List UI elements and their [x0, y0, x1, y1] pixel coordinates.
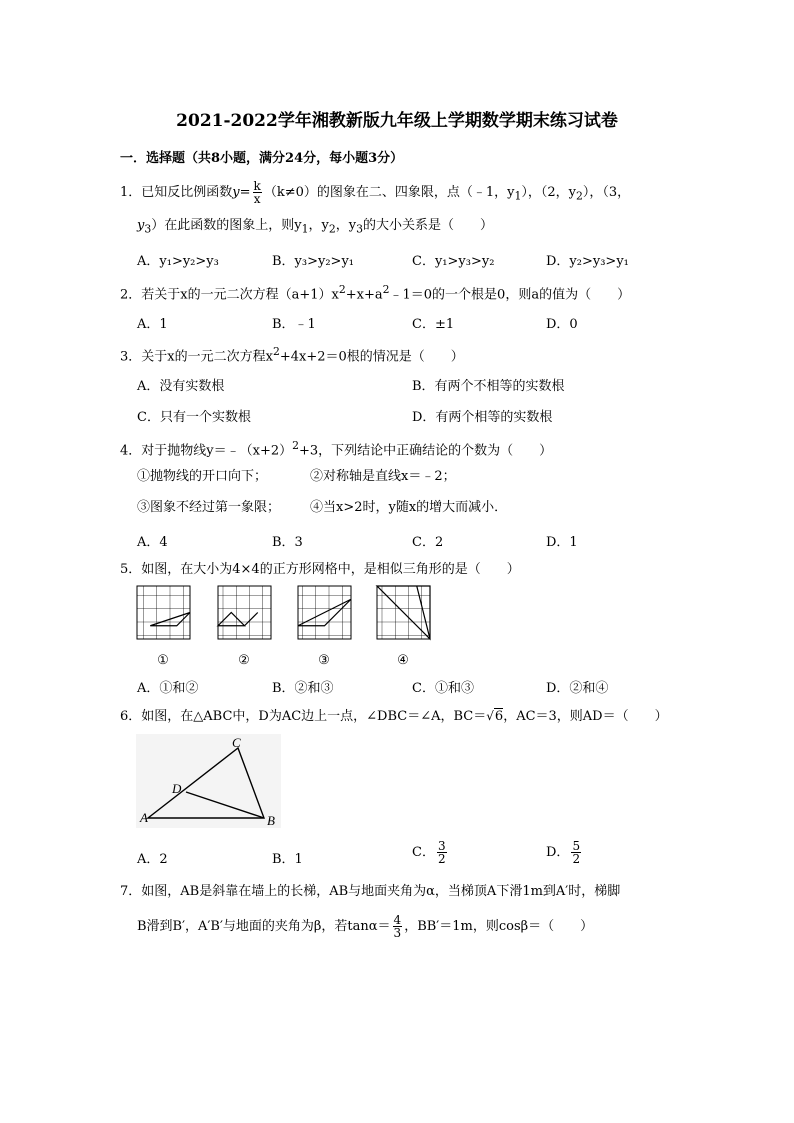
frac-num: 5 — [572, 839, 581, 853]
q1-sub: 3 — [356, 222, 363, 236]
q3-option-a[interactable]: A．没有实数根 — [137, 379, 225, 394]
q1-option-a[interactable]: A．y₁>y₂>y₃ — [137, 254, 219, 269]
q4-statement-1: ①抛物线的开口向下； — [137, 469, 268, 484]
q6-sqrt-value: 6 — [494, 709, 504, 724]
grid-figure-3 — [298, 586, 351, 639]
q4-text: +3，下列结论中正确结论的个数为（ ） — [299, 443, 553, 459]
q1-sub: 2 — [576, 189, 583, 203]
vertex-a-label: A — [140, 810, 148, 825]
q6-option-b[interactable]: B．1 — [272, 852, 303, 867]
grid-figure-2 — [218, 586, 271, 639]
grid-label-2: ② — [238, 652, 250, 667]
q2-text: +x+a — [345, 287, 383, 303]
q7-text: ，BB′＝1m，则cosβ＝（ ） — [404, 919, 594, 934]
q6-option-d-fraction — [571, 840, 581, 865]
q1-sub: 1 — [301, 222, 309, 236]
question-6: 6．如图，在△ABC中，D为AC边上一点，∠DBC＝∠A，BC＝√6，AC＝3，则AD＝（ ） — [120, 709, 668, 724]
q1-text: y — [137, 218, 145, 233]
q1-option-b[interactable]: B．y₃>y₂>y₁ — [272, 254, 355, 269]
q5-option-c[interactable]: C．①和③ — [412, 681, 474, 696]
q2-sup: 2 — [382, 283, 390, 296]
q4-option-d[interactable]: D．1 — [546, 535, 578, 550]
q7-text: B滑到B′，A′B′与地面的夹角为β，若tanα＝ — [137, 919, 391, 934]
frac-den: 2 — [437, 852, 446, 866]
question-3 — [120, 344, 464, 365]
question-5: 5．如图，在大小为4×4的正方形网格中，是相似三角形的是（ ） — [120, 562, 520, 577]
q3-text: +4x+2＝0根的情况是（ ） — [279, 349, 464, 365]
q3-option-c[interactable]: C．只有一个实数根 — [137, 410, 251, 425]
q4-statement-4: ④当x>2时，y随x的增大而减小． — [310, 500, 508, 515]
q6-option-c-fraction — [437, 840, 447, 865]
q3-option-b[interactable]: B．有两个不相等的实数根 — [412, 379, 565, 394]
q2-text: 2．若关于x的一元二次方程（a+1）x — [120, 287, 339, 303]
q6-option-c[interactable] — [412, 840, 449, 865]
q6-text: ，AC＝3，则AD＝（ ） — [503, 709, 668, 724]
question-1-line-1 — [120, 180, 630, 205]
frac-den: 3 — [393, 926, 402, 940]
q1-text: 的大小关系是（ ） — [363, 218, 494, 233]
frac-num: 3 — [437, 839, 446, 853]
question-7-line-1: 7．如图，AB是斜靠在墙上的长梯，AB与地面夹角为α，当梯顶A下滑1m到A′时，梯脚 — [120, 884, 621, 899]
grid-label-3: ③ — [318, 652, 330, 667]
q1-sub: 3 — [144, 222, 152, 236]
q1-text: ）在此函数的图象上，则y — [151, 218, 302, 233]
frac-num: 4 — [393, 913, 402, 927]
vertex-b-label: B — [267, 813, 275, 828]
q3-option-d[interactable]: D．有两个相等的实数根 — [412, 410, 553, 425]
frac-den: 2 — [572, 852, 581, 866]
q5-option-d[interactable]: D．②和④ — [546, 681, 609, 696]
q2-option-c[interactable]: C．±1 — [412, 317, 455, 332]
q4-option-c[interactable]: C．2 — [412, 535, 444, 550]
question-2 — [120, 282, 630, 303]
q6-option-d[interactable] — [546, 840, 583, 865]
q4-sup: 2 — [292, 439, 300, 452]
q1-text-b: （k≠0）的图象在二、四象限，点（﹣1，y — [263, 185, 515, 200]
grid-figure-1 — [137, 586, 190, 639]
q1-frac-den: x — [253, 192, 261, 206]
grid-label-1: ① — [157, 652, 169, 667]
q1-text: 1．已知反比例函数 — [120, 185, 233, 200]
vertex-c-label: C — [232, 735, 241, 750]
grid-label-4: ④ — [397, 652, 409, 667]
q2-sup: 2 — [338, 283, 346, 296]
question-7-line-2 — [137, 914, 593, 939]
q1-text-d: ），（3， — [582, 185, 631, 200]
q1-func-lhs: y= — [232, 185, 251, 200]
section-heading: 一．选择题（共8小题，满分24分，每小题3分） — [120, 151, 404, 166]
question-4 — [120, 438, 552, 459]
q4-option-b[interactable]: B．3 — [272, 535, 303, 550]
q7-fraction — [393, 914, 403, 939]
q1-text: ，y — [335, 218, 357, 233]
q6-text: 6．如图，在△ABC中，D为AC边上一点，∠DBC＝∠A，BC＝ — [120, 709, 487, 724]
q2-option-d[interactable]: D．0 — [546, 317, 578, 332]
q1-sub: 1 — [514, 189, 522, 203]
q6-option-c-label: C． — [412, 845, 435, 860]
q1-text: ，y — [308, 218, 329, 233]
q4-statement-3: ③图象不经过第一象限； — [137, 500, 281, 515]
q4-option-a[interactable]: A．4 — [137, 535, 168, 550]
q2-option-b[interactable]: B．﹣1 — [272, 317, 316, 332]
q2-option-a[interactable]: A．1 — [137, 317, 168, 332]
q5-option-a[interactable]: A．①和② — [137, 681, 199, 696]
q1-option-c[interactable]: C．y₁>y₃>y₂ — [412, 254, 495, 269]
q2-text: ﹣1＝0的一个根是0，则a的值为（ ） — [389, 287, 631, 303]
q1-text-c: ），（2，y — [521, 185, 576, 200]
q6-option-a[interactable]: A．2 — [137, 852, 168, 867]
q1-option-d[interactable]: D．y₂>y₃>y₁ — [546, 254, 629, 269]
grid-figure-4 — [377, 586, 430, 639]
vertex-d-label: D — [172, 781, 182, 796]
q4-statement-2: ②对称轴是直线x＝﹣2； — [310, 469, 456, 484]
q1-frac-num: k — [253, 179, 261, 193]
q6-triangle-figure — [136, 734, 286, 830]
q3-sup: 2 — [272, 345, 280, 358]
q3-text: 3．关于x的一元二次方程x — [120, 349, 273, 365]
q1-fraction — [253, 180, 262, 205]
page-title: 2021-2022学年湘教新版九年级上学期数学期末练习试卷 — [176, 111, 618, 131]
q5-grid-figures — [130, 582, 440, 672]
q6-option-d-label: D． — [546, 845, 570, 860]
q5-option-b[interactable]: B．②和③ — [272, 681, 334, 696]
question-1-line-2 — [137, 218, 493, 238]
q1-sub: 2 — [328, 222, 336, 236]
q4-text: 4．对于抛物线y＝﹣（x+2） — [120, 443, 293, 459]
